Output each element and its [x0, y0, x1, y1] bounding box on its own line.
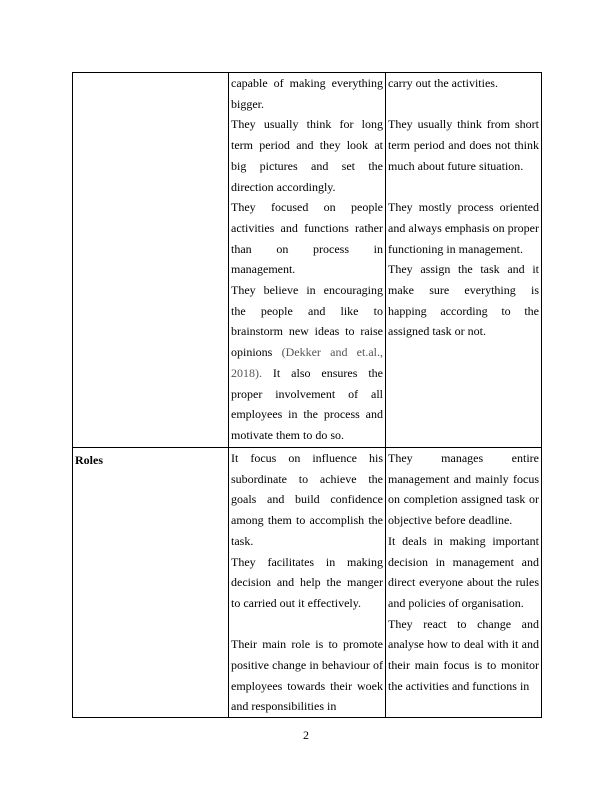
- paragraph-text: They believe in encouraging the people and like to brainstorm new ideas to raise opinions: [231, 283, 383, 360]
- cell-paragraph: It focus on influence his subordinate to achieve the goals and build confidence among them to accomplish the task.: [231, 451, 383, 548]
- page-number: 2: [303, 728, 309, 742]
- leadership-cell: [229, 448, 386, 718]
- cell-paragraph: They react to change and analyse how to deal with it and their main focus is to monitor the activities and functions in: [388, 616, 539, 693]
- cell-paragraph: They manages entire management and mainly focus on completion assigned task or objective before deadline.: [388, 451, 539, 528]
- paragraph-text: It also ensures the proper involvement of all employees in the process and motivate them to do so.: [231, 365, 383, 442]
- cell-paragraph: They usually think for long term period and they look at big pictures and set the direction accordingly.: [231, 117, 383, 194]
- cell-paragraph: Their main role is to promote positive change in behaviour of employees towards their woek and responsibilities in: [231, 637, 383, 714]
- cell-paragraph: They focused on people activities and functions rather than on process in management.: [231, 200, 383, 277]
- management-cell: [386, 73, 542, 448]
- cell-paragraph: They facilitates in making decision and help the manger to carried out it effectively.: [231, 554, 383, 610]
- cell-paragraph: [231, 280, 383, 446]
- cell-paragraph: It deals in making important decision in management and direct everyone about the rules and policies of organisation.: [388, 533, 539, 610]
- management-cell: [386, 448, 542, 718]
- leadership-cell: [229, 73, 386, 448]
- row-label: [73, 73, 229, 448]
- citation: (Dekker and et.al., 2018).: [231, 345, 383, 380]
- table-row: [73, 448, 542, 718]
- table-row: [73, 73, 542, 448]
- comparison-table: [72, 72, 542, 718]
- cell-paragraph: They usually think from short term period and does not think much about future situation.: [388, 117, 539, 173]
- cell-paragraph: They assign the task and it make sure everything is happing according to the assigned task or not.: [388, 262, 539, 339]
- cell-paragraph: carry out the activities.: [388, 76, 498, 90]
- row-label: Roles: [73, 448, 229, 718]
- cell-paragraph: capable of making everything bigger.: [231, 76, 383, 111]
- cell-paragraph: They mostly process oriented and always emphasis on proper functioning in management.: [388, 200, 539, 256]
